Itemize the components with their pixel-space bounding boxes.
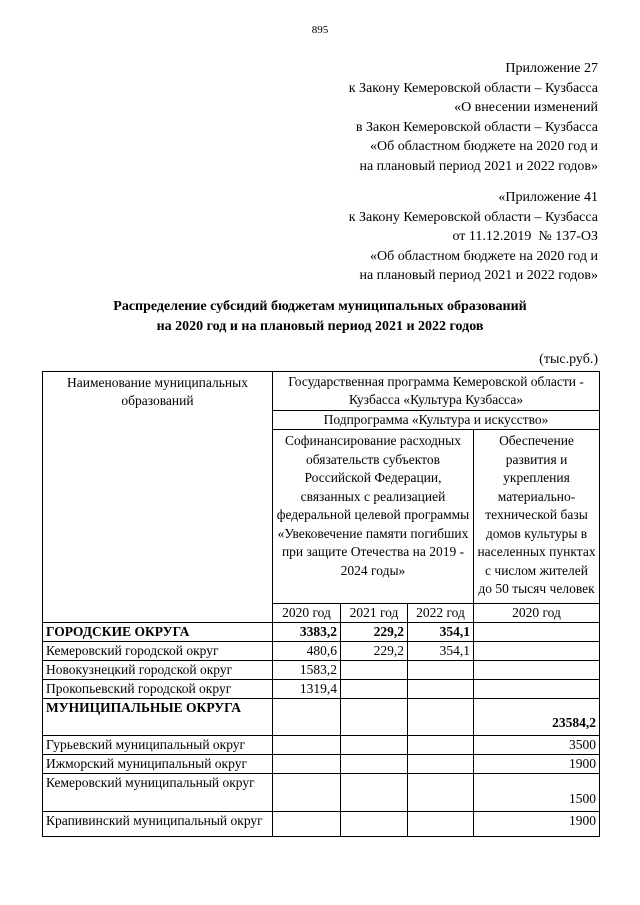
cell-value xyxy=(474,660,600,679)
row-name: Прокопьевский городской округ xyxy=(43,679,273,698)
cell-value: 354,1 xyxy=(408,622,474,641)
cell-value xyxy=(341,660,408,679)
table-row xyxy=(43,660,600,679)
year-header: 2020 год xyxy=(474,603,600,622)
cell-value xyxy=(273,754,341,773)
cell-value xyxy=(341,735,408,754)
table-row xyxy=(43,679,600,698)
cell-value xyxy=(341,773,408,811)
cell-value xyxy=(408,660,474,679)
cell-value: 354,1 xyxy=(408,641,474,660)
cell-value xyxy=(341,679,408,698)
unit-label: (тыс.руб.) xyxy=(539,352,598,367)
cell-value xyxy=(474,679,600,698)
row-name: Крапивинский муниципальный округ xyxy=(43,811,273,836)
cell-value: 3500 xyxy=(474,735,600,754)
col-group-2-header: Обеспечение развития и укрепления материально-технической базы домов культуры в населенных пунктах с числом жителей до 50 тысяч человек xyxy=(474,430,600,604)
appendix-original xyxy=(349,188,598,286)
cell-value: 1500 xyxy=(474,773,600,811)
row-name: Новокузнецкий городской округ xyxy=(43,660,273,679)
page-number: 895 xyxy=(311,24,329,36)
subsidy-table xyxy=(42,371,600,837)
table-row xyxy=(43,622,600,641)
table-row xyxy=(43,754,600,773)
appendix-line: в Закон Кемеровской области – Кузбасса xyxy=(355,119,598,135)
document-title xyxy=(0,297,640,337)
cell-value: 229,2 xyxy=(341,622,408,641)
appendix-line: к Закону Кемеровской области – Кузбасса xyxy=(348,209,598,225)
year-header: 2022 год xyxy=(408,603,474,622)
appendix-line: «О внесении изменений xyxy=(454,100,598,115)
row-name: ГОРОДСКИЕ ОКРУГА xyxy=(43,622,273,641)
appendix-line: «Об областном бюджете на 2020 год и xyxy=(370,139,598,154)
col-group-1-header: Софинансирование расходных обязательств субъектов Российской Федерации, связанных с реализацией федеральной целевой программы «Увековечение памяти погибших при защите Отечества на 2019 - 2024 годы» xyxy=(273,430,474,604)
row-name: Кемеровский городской округ xyxy=(43,641,273,660)
cell-value: 480,6 xyxy=(273,641,341,660)
appendix-line: «Приложение 41 xyxy=(498,190,598,205)
header-row xyxy=(43,372,600,411)
table-row xyxy=(43,698,600,735)
cell-value xyxy=(474,641,600,660)
cell-value xyxy=(408,698,474,735)
row-name: Ижморский муниципальный округ xyxy=(43,754,273,773)
cell-value xyxy=(341,811,408,836)
cell-value xyxy=(408,679,474,698)
cell-value xyxy=(273,811,341,836)
cell-value: 229,2 xyxy=(341,641,408,660)
appendix-line: Приложение 27 xyxy=(505,61,598,76)
cell-value xyxy=(273,773,341,811)
row-name: МУНИЦИПАЛЬНЫЕ ОКРУГА xyxy=(43,698,273,735)
appendix-line: от 11.12.2019 № 137-ОЗ xyxy=(452,229,598,244)
cell-value xyxy=(408,754,474,773)
cell-value xyxy=(474,622,600,641)
table-row xyxy=(43,641,600,660)
title-line: Распределение субсидий бюджетам муниципальных образований xyxy=(113,299,527,314)
program-header: Государственная программа Кемеровской области - Кузбасса «Культура Кузбасса» xyxy=(273,372,600,411)
appendix-line: на плановый период 2021 и 2022 годов» xyxy=(359,268,598,283)
cell-value xyxy=(341,754,408,773)
cell-value: 1583,2 xyxy=(273,660,341,679)
name-header: Наименование муниципальных образований xyxy=(43,372,273,623)
row-name: Кемеровский муниципальный округ xyxy=(43,773,273,811)
cell-value: 3383,2 xyxy=(273,622,341,641)
cell-value: 23584,2 xyxy=(474,698,600,735)
cell-value xyxy=(408,811,474,836)
year-header: 2021 год xyxy=(341,603,408,622)
appendix-line: к Закону Кемеровской области – Кузбасса xyxy=(348,80,598,96)
cell-value xyxy=(273,698,341,735)
subprogram-header: Подпрограмма «Культура и искусство» xyxy=(273,411,600,430)
year-header: 2020 год xyxy=(273,603,341,622)
row-name: Гурьевский муниципальный округ xyxy=(43,735,273,754)
table-row xyxy=(43,773,600,811)
appendix-line: на плановый период 2021 и 2022 годов» xyxy=(359,158,598,174)
cell-value xyxy=(408,735,474,754)
title-line: на 2020 год и на плановый период 2021 и 2022 годов xyxy=(156,319,484,334)
cell-value xyxy=(273,735,341,754)
cell-value xyxy=(341,698,408,735)
table-row xyxy=(43,811,600,836)
cell-value xyxy=(408,773,474,811)
table-row xyxy=(43,735,600,754)
appendix-current xyxy=(349,59,598,176)
cell-value: 1900 xyxy=(474,811,600,836)
appendix-line: «Об областном бюджете на 2020 год и xyxy=(370,248,598,264)
cell-value: 1319,4 xyxy=(273,679,341,698)
cell-value: 1900 xyxy=(474,754,600,773)
